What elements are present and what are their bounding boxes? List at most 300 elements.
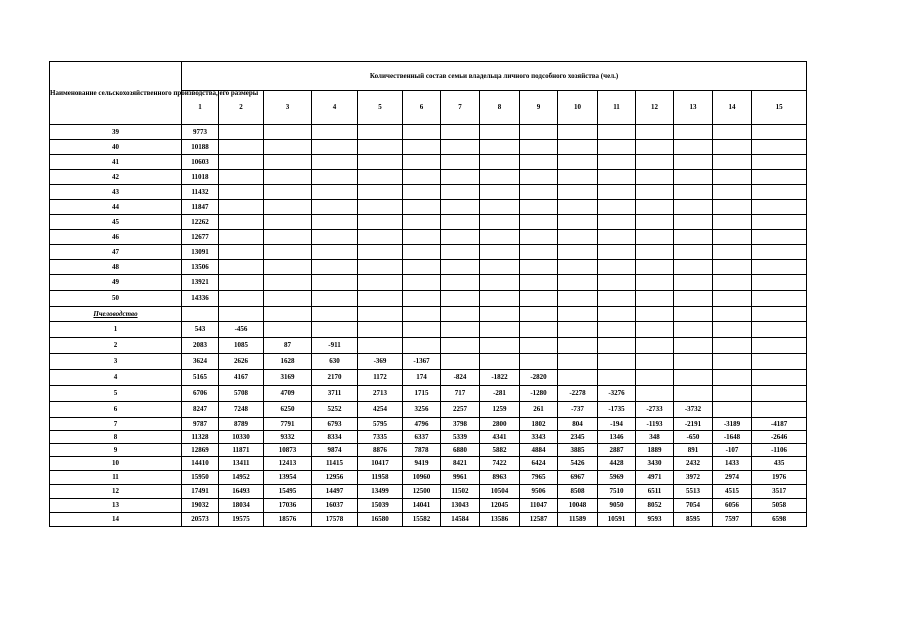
table-cell	[219, 260, 264, 275]
table-cell	[713, 291, 752, 307]
table-row	[50, 322, 807, 338]
table-cell	[403, 170, 441, 185]
table-cell: 5882	[480, 444, 520, 457]
table-cell	[219, 245, 264, 260]
table-cell: 19575	[219, 513, 264, 527]
table-cell: 5795	[358, 418, 403, 431]
table-cell: 2974	[713, 471, 752, 485]
table-cell	[219, 155, 264, 170]
table-cell: 6337	[403, 431, 441, 444]
table-cell: 4428	[598, 457, 636, 471]
table-cell: -369	[358, 354, 403, 370]
name-column-header: Наименование сельскохозяйственного производства, его размеры	[50, 62, 182, 125]
table-cell	[312, 140, 358, 155]
table-cell	[636, 185, 674, 200]
table-cell	[636, 322, 674, 338]
table-cell	[358, 185, 403, 200]
table-cell: 2432	[674, 457, 713, 471]
table-cell	[598, 275, 636, 291]
table-cell	[674, 386, 713, 402]
table-cell: -107	[713, 444, 752, 457]
table-cell: 15039	[358, 499, 403, 513]
table-cell	[713, 125, 752, 140]
table-cell	[219, 275, 264, 291]
table-cell	[264, 125, 312, 140]
table-cell	[636, 155, 674, 170]
table-cell: 7335	[358, 431, 403, 444]
table-cell	[480, 291, 520, 307]
table-cell	[752, 307, 807, 322]
table-cell	[480, 230, 520, 245]
table-cell: -3732	[674, 402, 713, 418]
table-cell: 8595	[674, 513, 713, 527]
table-row	[50, 275, 807, 291]
table-cell	[558, 291, 598, 307]
table-cell	[752, 354, 807, 370]
table-cell	[264, 322, 312, 338]
table-cell	[598, 140, 636, 155]
column-number-8: 8	[480, 91, 520, 125]
table-cell	[219, 185, 264, 200]
table-cell	[674, 307, 713, 322]
table-cell: 3711	[312, 386, 358, 402]
table-cell	[312, 245, 358, 260]
row-label: 6	[50, 402, 182, 418]
table-cell	[558, 230, 598, 245]
table-cell: 1802	[520, 418, 558, 431]
table-cell: 1976	[752, 471, 807, 485]
table-cell	[674, 275, 713, 291]
table-cell: 9787	[182, 418, 219, 431]
table-cell: 10048	[558, 499, 598, 513]
table-cell: -2646	[752, 431, 807, 444]
table-cell	[264, 200, 312, 215]
table-cell	[219, 291, 264, 307]
table-cell	[520, 155, 558, 170]
table-cell: 5426	[558, 457, 598, 471]
table-cell: 13954	[264, 471, 312, 485]
table-cell: -1106	[752, 444, 807, 457]
table-cell: 8334	[312, 431, 358, 444]
table-cell: 1889	[636, 444, 674, 457]
table-cell	[713, 386, 752, 402]
table-cell	[480, 354, 520, 370]
table-cell: 7791	[264, 418, 312, 431]
table-cell	[713, 275, 752, 291]
table-cell: 14497	[312, 485, 358, 499]
table-cell	[480, 185, 520, 200]
table-cell	[598, 245, 636, 260]
table-cell	[558, 275, 598, 291]
table-row	[50, 185, 807, 200]
table-cell: 11958	[358, 471, 403, 485]
family-size-header: Количественный состав семьи владельца личного подсобного хозяйства (чел.)	[182, 62, 807, 91]
table-cell: 11589	[558, 513, 598, 527]
table-cell: 9419	[403, 457, 441, 471]
row-label: 13	[50, 499, 182, 513]
table-cell	[752, 260, 807, 275]
table-cell	[636, 386, 674, 402]
table-cell	[441, 185, 480, 200]
table-cell	[752, 291, 807, 307]
row-label: 11	[50, 471, 182, 485]
table-cell: 9961	[441, 471, 480, 485]
table-cell	[674, 200, 713, 215]
table-cell: 14410	[182, 457, 219, 471]
table-cell: 717	[441, 386, 480, 402]
table-cell	[713, 215, 752, 230]
column-number-5: 5	[358, 91, 403, 125]
table-cell	[312, 185, 358, 200]
table-cell: 10960	[403, 471, 441, 485]
table-cell	[713, 402, 752, 418]
table-cell	[441, 260, 480, 275]
table-cell: 3430	[636, 457, 674, 471]
table-cell: -1822	[480, 370, 520, 386]
table-cell: 12500	[403, 485, 441, 499]
table-cell	[752, 215, 807, 230]
table-cell	[713, 260, 752, 275]
table-cell	[558, 140, 598, 155]
column-number-1: 1	[182, 91, 219, 125]
table-cell: 16037	[312, 499, 358, 513]
table-row	[50, 418, 807, 431]
table-cell	[674, 291, 713, 307]
section-row	[50, 307, 807, 322]
table-cell	[598, 260, 636, 275]
table-cell: 11502	[441, 485, 480, 499]
table-cell	[520, 125, 558, 140]
table-cell: 17036	[264, 499, 312, 513]
table-cell	[441, 230, 480, 245]
row-label: 2	[50, 338, 182, 354]
table-cell	[636, 260, 674, 275]
table-cell	[598, 215, 636, 230]
table-cell	[403, 291, 441, 307]
table-cell	[403, 155, 441, 170]
table-cell: 12677	[182, 230, 219, 245]
table-cell: 9773	[182, 125, 219, 140]
row-label: 40	[50, 140, 182, 155]
table-row	[50, 431, 807, 444]
table-cell: 8052	[636, 499, 674, 513]
table-cell	[441, 338, 480, 354]
table-cell	[598, 338, 636, 354]
table-cell: 11328	[182, 431, 219, 444]
table-cell	[713, 155, 752, 170]
table-cell	[713, 370, 752, 386]
table-cell: 4341	[480, 431, 520, 444]
table-cell	[752, 125, 807, 140]
table-cell	[520, 275, 558, 291]
table-cell: 2083	[182, 338, 219, 354]
table-cell: 10873	[264, 444, 312, 457]
table-cell: 14584	[441, 513, 480, 527]
section-title: Пчеловодство	[50, 307, 182, 322]
column-number-13: 13	[674, 91, 713, 125]
table-cell	[403, 230, 441, 245]
table-row	[50, 457, 807, 471]
table-cell	[441, 155, 480, 170]
table-cell: -824	[441, 370, 480, 386]
table-cell: 8421	[441, 457, 480, 471]
table-cell	[752, 245, 807, 260]
table-cell	[713, 354, 752, 370]
table-cell	[441, 275, 480, 291]
table-cell	[480, 215, 520, 230]
table-cell	[480, 200, 520, 215]
table-cell: 15495	[264, 485, 312, 499]
table-cell	[636, 215, 674, 230]
row-label: 47	[50, 245, 182, 260]
table-cell	[636, 170, 674, 185]
table-cell: 8876	[358, 444, 403, 457]
table-cell: 6424	[520, 457, 558, 471]
row-label: 48	[50, 260, 182, 275]
table-cell	[441, 170, 480, 185]
table-cell	[713, 245, 752, 260]
table-cell: 10417	[358, 457, 403, 471]
table-cell	[598, 291, 636, 307]
table-cell	[636, 200, 674, 215]
table-cell	[598, 370, 636, 386]
table-cell: 1259	[480, 402, 520, 418]
table-cell: 6967	[558, 471, 598, 485]
table-cell	[636, 354, 674, 370]
table-cell	[403, 125, 441, 140]
table-cell: 11432	[182, 185, 219, 200]
table-cell	[219, 215, 264, 230]
row-label: 44	[50, 200, 182, 215]
table-row	[50, 485, 807, 499]
table-cell: 20573	[182, 513, 219, 527]
table-cell: 3256	[403, 402, 441, 418]
row-label: 10	[50, 457, 182, 471]
table-cell: -1648	[713, 431, 752, 444]
table-cell	[480, 125, 520, 140]
table-cell: 7510	[598, 485, 636, 499]
row-label: 49	[50, 275, 182, 291]
table-cell: -456	[219, 322, 264, 338]
table-cell: 11871	[219, 444, 264, 457]
table-cell: 10603	[182, 155, 219, 170]
table-cell: 14952	[219, 471, 264, 485]
table-cell: 15950	[182, 471, 219, 485]
table-cell	[520, 170, 558, 185]
table-cell: 4796	[403, 418, 441, 431]
table-cell	[520, 230, 558, 245]
table-cell	[219, 140, 264, 155]
table-cell: 9593	[636, 513, 674, 527]
table-cell: -2820	[520, 370, 558, 386]
table-cell: 8963	[480, 471, 520, 485]
table-cell: 7878	[403, 444, 441, 457]
table-cell: 2345	[558, 431, 598, 444]
column-number-7: 7	[441, 91, 480, 125]
table-cell	[674, 230, 713, 245]
table-cell	[674, 185, 713, 200]
table-cell	[264, 291, 312, 307]
table-cell	[598, 155, 636, 170]
table-row	[50, 444, 807, 457]
table-cell: 13091	[182, 245, 219, 260]
table-cell	[636, 125, 674, 140]
table-cell: 12413	[264, 457, 312, 471]
table-row	[50, 140, 807, 155]
table-cell	[674, 245, 713, 260]
table-cell	[312, 260, 358, 275]
table-cell: -1367	[403, 354, 441, 370]
table-cell	[674, 215, 713, 230]
row-label: 39	[50, 125, 182, 140]
table-cell: 7422	[480, 457, 520, 471]
table-cell: 5165	[182, 370, 219, 386]
table-cell	[441, 125, 480, 140]
table-cell: -281	[480, 386, 520, 402]
table-cell	[713, 140, 752, 155]
table-cell	[713, 170, 752, 185]
column-number-3: 3	[264, 91, 312, 125]
table-cell: 18576	[264, 513, 312, 527]
table-cell: 543	[182, 322, 219, 338]
table-cell: 11018	[182, 170, 219, 185]
table-cell	[219, 200, 264, 215]
table-cell	[558, 322, 598, 338]
table-cell	[480, 245, 520, 260]
table-cell: 4254	[358, 402, 403, 418]
row-label: 42	[50, 170, 182, 185]
table-cell: 174	[403, 370, 441, 386]
table-cell: 10330	[219, 431, 264, 444]
row-label: 7	[50, 418, 182, 431]
table-cell	[403, 338, 441, 354]
row-label: 46	[50, 230, 182, 245]
table-cell	[441, 140, 480, 155]
table-row	[50, 370, 807, 386]
table-cell	[752, 386, 807, 402]
table-cell	[752, 155, 807, 170]
table-cell	[358, 322, 403, 338]
table-cell: 9332	[264, 431, 312, 444]
table-cell: -2278	[558, 386, 598, 402]
row-label: 5	[50, 386, 182, 402]
table-cell: 3798	[441, 418, 480, 431]
table-cell	[403, 200, 441, 215]
table-cell	[713, 322, 752, 338]
table-cell	[312, 230, 358, 245]
table-cell	[480, 155, 520, 170]
table-cell	[636, 307, 674, 322]
table-cell	[264, 170, 312, 185]
table-cell: 87	[264, 338, 312, 354]
table-cell: 11415	[312, 457, 358, 471]
table-cell: 1628	[264, 354, 312, 370]
table-cell: 1433	[713, 457, 752, 471]
table-cell	[752, 338, 807, 354]
table-cell: 5513	[674, 485, 713, 499]
table-cell: 4884	[520, 444, 558, 457]
table-cell: 8789	[219, 418, 264, 431]
table-cell: 13411	[219, 457, 264, 471]
table-cell	[441, 354, 480, 370]
table-cell	[264, 185, 312, 200]
table-cell	[752, 275, 807, 291]
table-cell	[636, 140, 674, 155]
table-cell	[312, 322, 358, 338]
table-cell	[520, 260, 558, 275]
table-cell	[219, 230, 264, 245]
table-cell: 13506	[182, 260, 219, 275]
table-cell	[520, 354, 558, 370]
row-label: 3	[50, 354, 182, 370]
table-cell	[558, 370, 598, 386]
row-label: 12	[50, 485, 182, 499]
table-cell	[598, 322, 636, 338]
table-cell: 435	[752, 457, 807, 471]
table-cell	[312, 200, 358, 215]
table-cell	[636, 370, 674, 386]
table-row	[50, 386, 807, 402]
table-cell	[558, 307, 598, 322]
table-cell: 5708	[219, 386, 264, 402]
table-cell	[558, 200, 598, 215]
table-cell: -3189	[713, 418, 752, 431]
table-cell: 7248	[219, 402, 264, 418]
table-cell: 4515	[713, 485, 752, 499]
table-cell: 3885	[558, 444, 598, 457]
table-cell	[674, 140, 713, 155]
table-cell	[403, 260, 441, 275]
table-cell	[264, 140, 312, 155]
table-cell	[441, 322, 480, 338]
table-cell: 630	[312, 354, 358, 370]
table-row	[50, 499, 807, 513]
table-cell	[674, 354, 713, 370]
table-cell: 2800	[480, 418, 520, 431]
table-cell: 6056	[713, 499, 752, 513]
table-cell	[598, 125, 636, 140]
table-cell: 6598	[752, 513, 807, 527]
table-cell: 13921	[182, 275, 219, 291]
table-cell	[598, 307, 636, 322]
table-cell	[264, 155, 312, 170]
table-cell: 4971	[636, 471, 674, 485]
table-cell	[312, 125, 358, 140]
table-cell	[558, 354, 598, 370]
table-cell	[312, 155, 358, 170]
table-cell: -1280	[520, 386, 558, 402]
row-label: 14	[50, 513, 182, 527]
table-cell	[558, 260, 598, 275]
table-cell: 13499	[358, 485, 403, 499]
row-label: 8	[50, 431, 182, 444]
table-cell	[403, 307, 441, 322]
table-cell	[674, 338, 713, 354]
table-cell: 6706	[182, 386, 219, 402]
table-cell	[358, 200, 403, 215]
table-cell	[358, 215, 403, 230]
table-cell	[219, 307, 264, 322]
table-cell: 14041	[403, 499, 441, 513]
table-cell: 6880	[441, 444, 480, 457]
table-cell: 16580	[358, 513, 403, 527]
table-row	[50, 170, 807, 185]
table-cell	[713, 307, 752, 322]
table-cell	[264, 215, 312, 230]
table-cell	[558, 125, 598, 140]
table-cell: 3624	[182, 354, 219, 370]
table-cell	[520, 291, 558, 307]
